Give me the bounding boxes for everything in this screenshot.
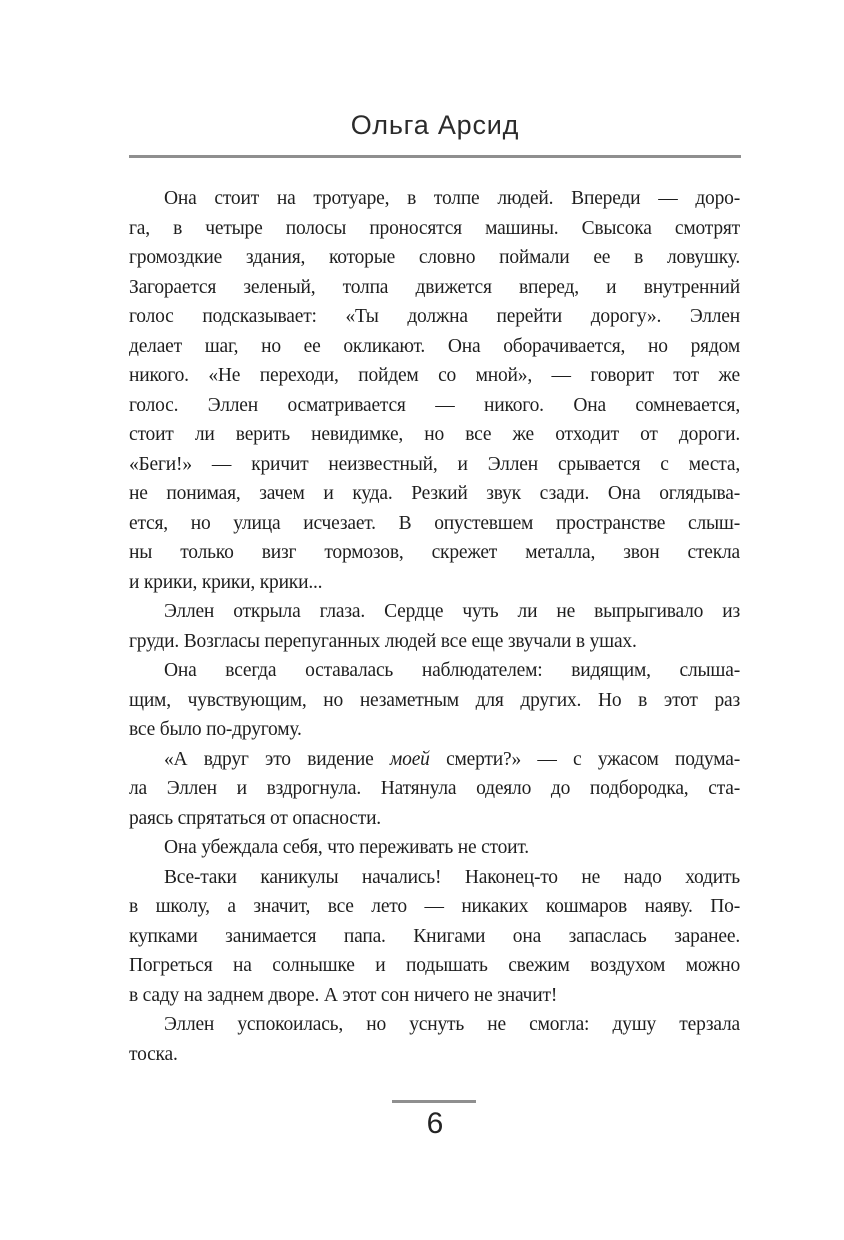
text-line	[129, 951, 740, 981]
text-segment: раясь спрятаться от опасности.	[129, 807, 381, 829]
text-segment: тоска.	[129, 1043, 178, 1065]
text-line	[129, 892, 740, 922]
text-line	[129, 420, 740, 450]
text-segment: Все-таки каникулы начались! Наконец-то не надо ходить	[164, 866, 740, 888]
text-segment: ла Эллен и вздрогнула. Натянула одеяло до подбородка, ста-	[129, 778, 740, 799]
text-segment: Она убеждала себя, что переживать не стоит.	[164, 837, 529, 858]
text-segment: Эллен открыла глаза. Сердце чуть ли не выпрыгивало из	[164, 601, 740, 622]
text-line	[129, 1010, 740, 1040]
text-segment: все было по-другому.	[129, 719, 302, 740]
text-segment: в саду на заднем дворе. А этот сон ничего не значит!	[129, 984, 558, 1006]
text-line	[129, 302, 740, 332]
text-segment: «Беги!» — кричит неизвестный, и Эллен срывается с места,	[129, 453, 740, 475]
text-segment: ется, но улица исчезает. В опустевшем пространстве слыш-	[129, 512, 740, 534]
paragraph	[129, 863, 740, 1011]
paragraph	[129, 184, 740, 597]
text-segment: стоит ли верить невидимке, но все же отходит от дороги.	[129, 424, 740, 445]
running-head-author: Ольга Арсид	[350, 110, 520, 140]
text-segment: Загорается зеленый, толпа движется вперед, и внутренний	[129, 276, 740, 298]
text-line	[129, 479, 740, 509]
text-line	[129, 627, 740, 657]
text-line	[129, 273, 740, 303]
text-line	[129, 1040, 740, 1070]
text-line	[129, 391, 740, 421]
text-line	[129, 184, 740, 214]
paragraph	[129, 656, 740, 745]
text-segment: щим, чувствующим, но незаметным для других. Но в этот раз	[129, 689, 740, 711]
text-line	[129, 922, 740, 952]
text-line	[129, 745, 740, 775]
text-segment: га, в четыре полосы проносятся машины. Свысока смотрят	[129, 217, 740, 239]
text-segment: купками занимается папа. Книгами она запаслась заранее.	[129, 925, 740, 947]
text-segment: Погреться на солнышке и подышать свежим воздухом можно	[129, 955, 740, 976]
text-segment: никого. «Не переходи, пойдем со мной», — говорит тот же	[129, 365, 740, 386]
text-line	[129, 243, 740, 273]
text-segment: и крики, крики, крики...	[129, 571, 323, 593]
text-segment: ны только визг тормозов, скрежет металла, звон стекла	[129, 542, 740, 563]
header-divider	[129, 155, 741, 158]
page-number: 6	[426, 1107, 444, 1140]
text-line	[129, 214, 740, 244]
body-text	[129, 184, 740, 1069]
text-line	[129, 804, 740, 834]
paragraph	[129, 1010, 740, 1069]
text-line	[129, 715, 740, 745]
text-line	[129, 538, 740, 568]
text-line	[129, 686, 740, 716]
text-line	[129, 509, 740, 539]
text-line	[129, 332, 740, 362]
text-segment: Она всегда оставалась наблюдателем: видящим, слыша-	[164, 660, 740, 681]
text-segment: смерти?» — с ужасом подума-	[429, 748, 740, 770]
italic-text: моей	[389, 748, 430, 770]
text-line	[129, 863, 740, 893]
text-segment: голос. Эллен осматривается — никого. Она сомневается,	[129, 394, 740, 416]
text-segment: делает шаг, но ее окликают. Она оборачивается, но рядом	[129, 335, 740, 357]
text-line	[129, 774, 740, 804]
text-line	[129, 656, 740, 686]
text-segment: Она стоит на тротуаре, в толпе людей. Впереди — доро-	[164, 188, 740, 209]
text-segment: в школу, а значит, все лето — никаких кошмаров наяву. По-	[129, 896, 740, 917]
text-segment: голос подсказывает: «Ты должна перейти дорогу». Эллен	[129, 306, 740, 327]
text-line	[129, 833, 740, 863]
text-segment: Эллен успокоилась, но уснуть не смогла: душу терзала	[164, 1014, 740, 1035]
text-segment: «А вдруг это видение	[164, 748, 390, 770]
text-line	[129, 568, 740, 598]
text-segment: громоздкие здания, которые словно поймали ее в ловушку.	[129, 247, 740, 268]
text-line	[129, 450, 740, 480]
text-line	[129, 981, 740, 1011]
paragraph	[129, 833, 740, 863]
text-segment: не понимая, зачем и куда. Резкий звук сзади. Она оглядыва-	[129, 483, 740, 504]
paragraph	[129, 597, 740, 656]
text-line	[129, 361, 740, 391]
paragraph	[129, 745, 740, 834]
footer-divider	[392, 1100, 476, 1103]
text-line	[129, 597, 740, 627]
text-segment: груди. Возгласы перепуганных людей все еще звучали в ушах.	[129, 630, 637, 652]
